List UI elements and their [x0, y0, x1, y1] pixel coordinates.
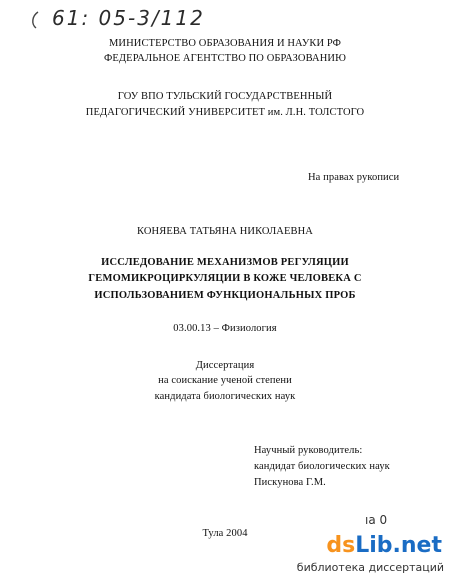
manuscript-rights: На правах рукописи — [308, 172, 400, 183]
title-line-2: ГЕМОМИКРОЦИРКУЛЯЦИИ В КОЖЕ ЧЕЛОВЕКА С — [88, 273, 362, 284]
university-line-2: ПЕДАГОГИЧЕСКИЙ УНИВЕРСИТЕТ им. Л.Н. ТОЛСТОГО — [85, 107, 365, 118]
agency-line: ФЕДЕРАЛЬНОЕ АГЕНТСТВО ПО ОБРАЗОВАНИЮ — [104, 53, 346, 64]
title-line-1: ИССЛЕДОВАНИЕ МЕХАНИЗМОВ РЕГУЛЯЦИИ — [101, 257, 349, 268]
title-line-3: ИСПОЛЬЗОВАНИЕМ ФУНКЦИОНАЛЬНЫХ ПРОБ — [94, 290, 356, 301]
watermark — [296, 533, 448, 579]
watermark-logo — [326, 533, 442, 558]
watermark-logo-lib: Lib.net — [355, 533, 442, 558]
author-name: КОНЯЕВА ТАТЬЯНА НИКОЛАЕВНА — [137, 226, 313, 237]
ministry-line: МИНИСТЕРСТВО ОБРАЗОВАНИЯ И НАУКИ РФ — [108, 38, 342, 49]
watermark-logo-ds: ds — [326, 533, 356, 558]
handwritten-catalog-code: 61: 05-3/112 — [52, 6, 205, 30]
dissertation-line-2: на соискание ученой степени — [158, 375, 292, 386]
city-year: Тула 2004 — [202, 528, 248, 539]
watermark-tagline: библиотека диссертаций — [296, 561, 444, 574]
handwritten-mark-icon — [28, 10, 42, 30]
dissertation-line-3: кандидата биологических наук — [154, 391, 296, 402]
supervisor-name: Пискунова Г.М. — [254, 477, 326, 488]
dissertation-line-1: Диссертация — [195, 360, 255, 371]
university-line-1: ГОУ ВПО ТУЛЬСКИЙ ГОСУДАРСТВЕННЫЙ — [117, 91, 333, 102]
supervisor-label: Научный руководитель: — [254, 445, 363, 456]
scribble-mark: ıа 0 — [365, 513, 388, 527]
specialty-code: 03.00.13 – Физиология — [173, 323, 277, 334]
supervisor-degree: кандидат биологических наук — [254, 461, 390, 472]
